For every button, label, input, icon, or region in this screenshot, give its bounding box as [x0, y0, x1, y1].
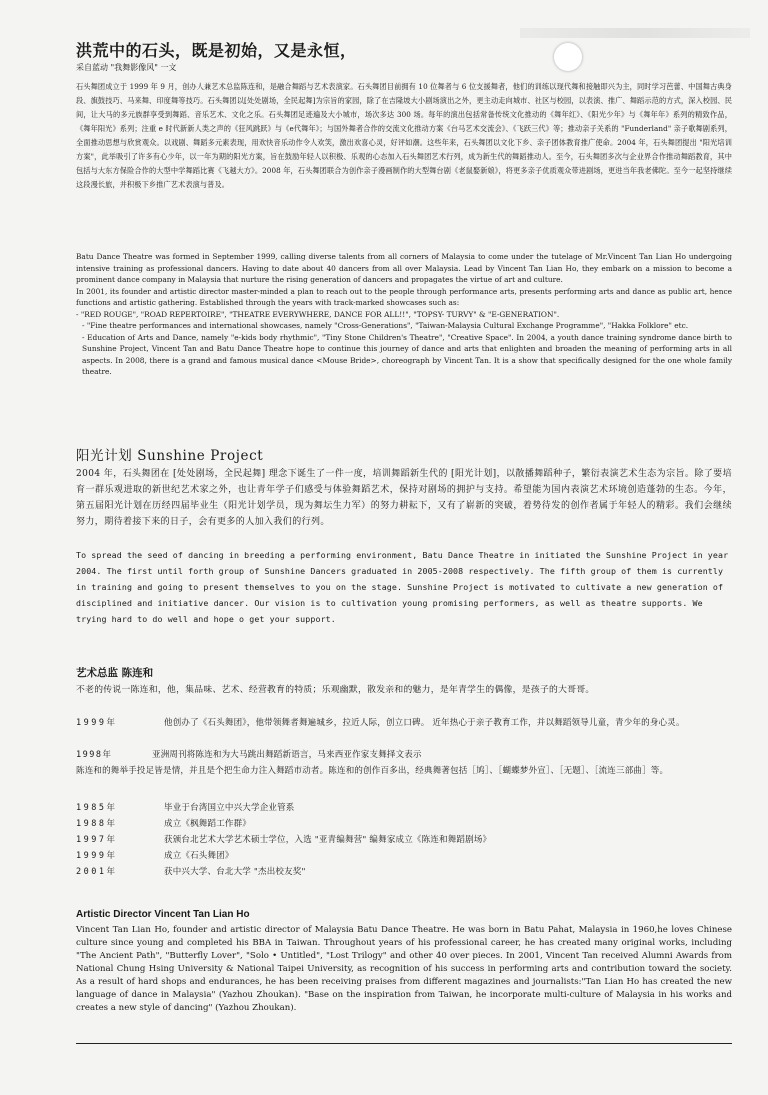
milestone-year: 1999年	[76, 851, 118, 861]
intro-en-list-item: - "RED ROUGE", "ROAD REPERTOIRE", "THEATRE EVERYWHERE, DANCE FOR ALL!!", "TOPSY- TURVY" & "E-GENERATION".	[76, 309, 560, 319]
milestone-text: 毕业于台湾国立中兴大学企业管系	[164, 803, 295, 813]
director-zh-timeline	[76, 715, 736, 779]
timeline-text: 亚洲周刊将陈连和为大马跳出舞蹈新语言，马来西亚作家支舞择文表示	[152, 750, 422, 760]
intro-en-list-item: - "Fine theatre performances and international showcases, namely "Cross-Generations", "Taiwan-Malaysia Cultural Exchange Programme", "Hakka Folklore" etc.	[82, 321, 689, 330]
bottom-divider	[76, 1043, 732, 1044]
timeline-row	[76, 715, 736, 731]
milestone-year: 1988年	[76, 819, 118, 829]
intro-en-block	[76, 251, 732, 378]
director-zh-milestones	[76, 800, 736, 880]
sunshine-en-paragraph: To spread the seed of dancing in breeding a performing environment, Batu Dance Theatre in initiated the Sunshine Project in year 2004. The first until forth group of Sunshine Dancers graduated in 2005-2008 respectively. The fifth group of them is currently in training and going to present themselves to you on the stage. Sunshine Project is motivated to cultivate a new generation of disciplined and initiative dancer. Our vision is to cultivation young promising performers, as well as theatre supports. We trying hard to do well and hope o get your support.	[76, 550, 729, 624]
milestone-row	[76, 816, 736, 832]
milestone-year: 1985年	[76, 803, 118, 813]
sunshine-heading: 阳光计划 Sunshine Project	[76, 448, 264, 464]
director-en-paragraph: Vincent Tan Lian Ho, founder and artistic director of Malaysia Batu Dance Theatre. He was born in Batu Pahat, Malaysia in 1960,he loves Chinese culture since young and completed his BBA in Taiwan. Throughout years of his professional career, he has created many original works, including "The Ancient Path", "Butterfly Lover", "Solo • Untitled", "Lost Trilogy" and other 40 over pieces. In 2001, Vincent Tan received Alumni Awards from National Chung Hsing University & National Taipei University, as recognition of his success in performing arts and contribution toward the society. As a result of hard shops and endurances, he has been receiving praises from different magazines and journalists:"Tan Lian Ho has created the new language of dance in Malaysia" (Yazhou Zhoukan). "Base on the inspiration from Taiwan, he incorporate multi-culture of Malaysia in his works and creates a new style of dancing" (Yazhou Zhoukan).	[76, 925, 732, 1013]
milestone-row	[76, 864, 736, 880]
milestone-row	[76, 832, 736, 848]
timeline-year: 1998年	[76, 750, 113, 760]
director-zh-intro: 不老的传说一陈连和，他，集品味、艺术、经营教育的特质；乐观幽默，散发亲和的魅力，是年青学生的偶像，是孩子的大哥哥。	[76, 685, 595, 695]
milestone-text: 成立《枫舞蹈工作群》	[164, 819, 252, 829]
director-zh-heading: 艺术总监 陈连和	[76, 667, 154, 679]
milestone-text: 成立《石头舞团》	[164, 851, 234, 861]
milestone-text: 获中兴大学、台北大学 "杰出校友奖"	[164, 867, 306, 877]
page-title: 洪荒中的石头，既是初始，又是永恒，	[76, 41, 357, 60]
intro-en-list-item: - Education of Arts and Dance, namely "e-kids body rhythmic", "Tiny Stone Children's Theatre", "Creative Space". In 2004, a youth dance training syndrome dance birth to Sunshine Project, Vincent Tan and Batu Dance Theatre hope to continue this journey of dance and arts that enlighten and broaden the meaning of performing arts in all aspects. In 2008, there is a grand and famous musical dance <Mouse Bride>, choreograph by Vincent Tan. It is a show that specifically designed for the one whole family theatre.	[82, 332, 732, 376]
director-en-heading: Artistic Director Vincent Tan Lian Ho	[76, 909, 250, 920]
timeline-continuation: 陈连和的舞举手投足皆是情，并且是个把生命力注入舞蹈市动者。陈连和的创作百多出，经典舞著包括［鸠］、［蝴蝶梦外宣］、［无题］、［流连三部曲］等。	[76, 766, 669, 776]
intro-en-paragraph: Batu Dance Theatre was formed in September 1999, calling diverse talents from all corners of Malaysia to come under the tutelage of Mr.Vincent Tan Lian Ho undergoing intensive training as professional dancers. Having to date about 40 dancers from all over Malaysia. Lead by Vincent Tan Lian Ho, they embark on a mission to become a prominent dance company in Malaysia that nurture the rising generation of dancers and propagates the virtue of art and culture.	[76, 252, 732, 284]
sunshine-zh-paragraph: 2004 年，石头舞团在 [处处剧场，全民起舞] 理念下诞生了一件一度，培训舞蹈新生代的 [阳光计划]，以散播舞蹈种子，繁衍表演艺术生态为宗旨。除了要培育一群乐观进取的新世纪艺术家之外，也让青年学子们感受与体验舞蹈艺术，保持对剧场的拥护与支持。希望能为国内表演艺术环境创造蓬勃的生态。今年，第五届阳光计划在历经四届毕业生（阳光计划学员，现为舞坛生力军）的努力耕耘下，又有了崭新的突破，着势待发的创作者属于年轻人的精彩。我们会继续努力，期待着接下来的日子，会有更多的人加入我们的行列。	[76, 469, 732, 527]
timeline-year: 1999年	[76, 718, 118, 728]
milestone-row	[76, 800, 736, 816]
intro-zh-paragraph: 石头舞团成立于 1999 年 9 月，创办人兼艺术总监陈连和，是融合舞蹈与艺术表演家。石头舞团目前拥有 10 位舞者与 6 位支援舞者，他们的训练以现代舞和接触即兴为主，同时学习芭蕾、中国舞古典身段、旗鼓技巧、马来舞、印度舞等技巧。石头舞团以[处处剧场，全民起舞]为宗旨的家园，除了在吉隆坡大小剧场演出之外，更主动走向城市、社区与校园，以表演、推广、舞蹈示范的方式，深入校园、民间，让大马的多元族群享受到舞蹈、音乐艺术、文化之乐。石头舞团足迹遍及大小城市，场次多达 300 场。每年的演出包括常备传统文化推动的《舞年红》、《阳光少年》与《舞年年》系列的精致作品，《舞年阳光》系列；注重 e 时代新新人类之声的《狂风跳跃》与《e代舞年》；与国外舞者合作的交流文化推动方案《台马艺术交流会》、《飞跃三代》等；推动亲子关系的 "Funderland" 亲子歌舞剧系列，全面推动思想与欣赏观众。以戏剧、舞蹈多元素表现，用欢快音乐动作令人欢笑，激出欢喜心灵，好评如潮。这些年来，石头舞团以文化下乡、亲子团体教育推广使命。2004 年，石头舞团提出 "阳光培训方案"，此举吸引了许多有心少年，以一年为期的阳光方案，旨在鼓励年轻人以积极、乐观的心态加入石头舞团艺术行列，成为新生代的舞蹈推动人。至今，石头舞团多次与企业界合作推动舞蹈教育，其中包括与大东方保险合作的大型中学舞蹈比赛《飞越大方》。2008 年，石头舞团联合为创作亲子漫画制作的大型舞台剧《老鼠娶新娘》，将更多亲子优质观众带进剧场，更进当年我老佛陀。至今一起坚持继续这段漫长旅，并积极下乡推广艺术表演与普及。	[76, 82, 732, 189]
milestone-text: 获颁台北艺术大学艺术硕士学位，入选 "亚青编舞营" 编舞家成立《陈连和舞蹈剧场》	[164, 835, 492, 845]
punch-hole	[553, 42, 583, 72]
timeline-text: 他创办了《石头舞团》，他带领舞者舞遍城乡，拉近人际，创立口碑。 近年热心于亲子教育工作，并以舞蹈领导儿童，青少年的身心灵。	[164, 718, 685, 728]
milestone-row	[76, 848, 736, 864]
intro-en-paragraph: In 2001, its founder and artistic director master-minded a plan to reach out to the people through performance arts, presents performing arts and dance as public art, hence functions and artistic gathering. Established through the years with track-marked showcases such as:	[76, 286, 732, 307]
milestone-year: 1997年	[76, 835, 118, 845]
timeline-row	[76, 747, 736, 763]
bleed-through-marks	[520, 28, 750, 38]
source-note: 采自蓝动 "我舞影像风" 一文	[76, 63, 177, 72]
milestone-year: 2001年	[76, 867, 118, 877]
